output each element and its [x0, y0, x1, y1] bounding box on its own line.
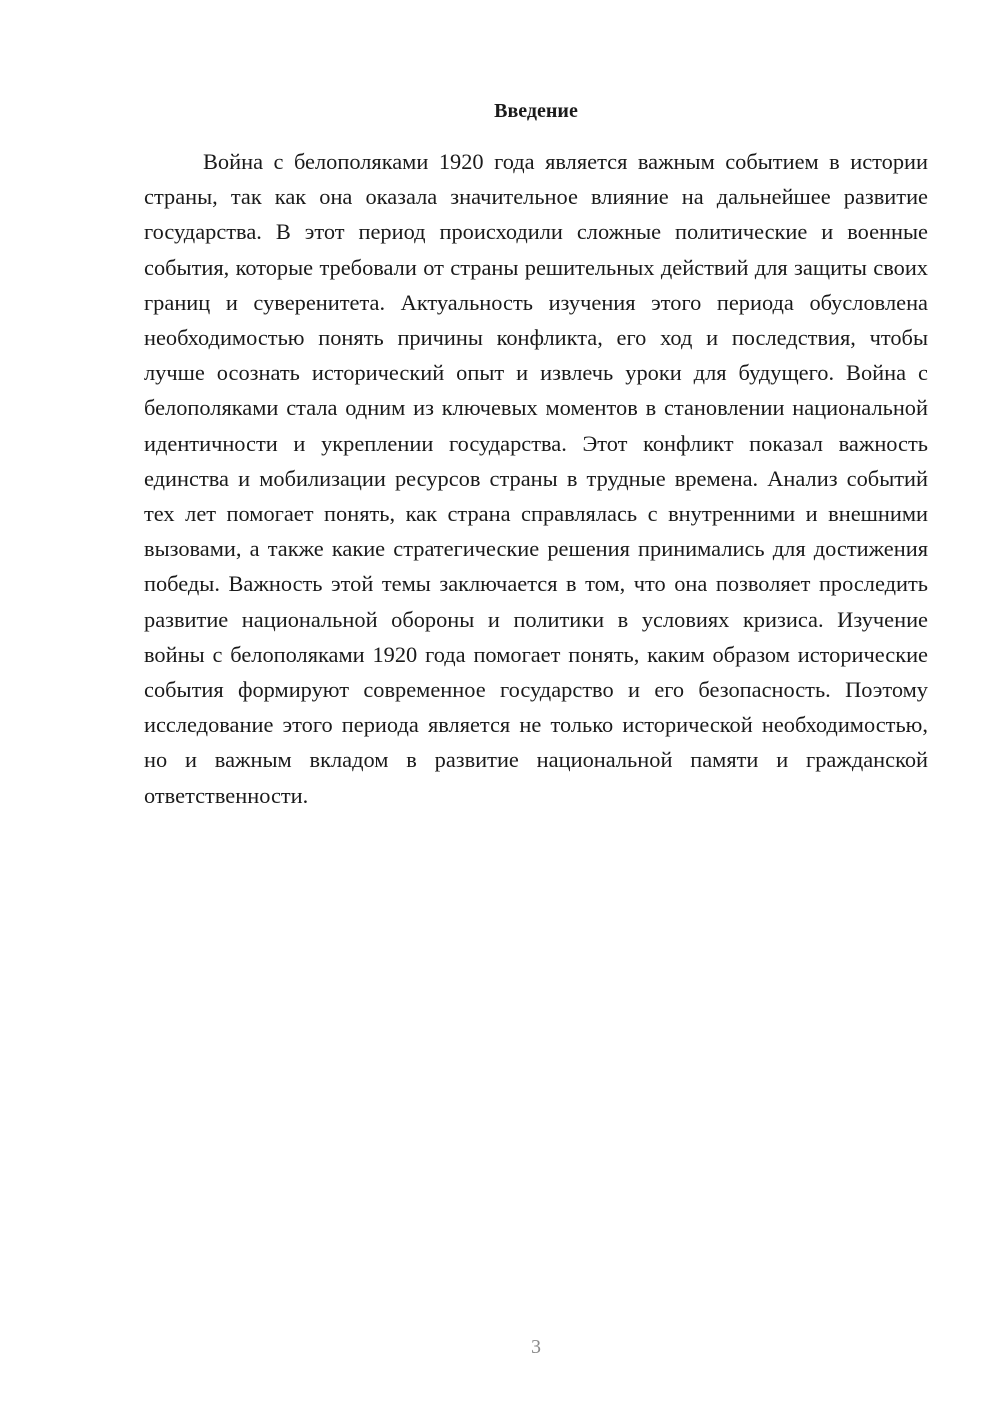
- introduction-paragraph: Война с белополяками 1920 года является важным событием в истории страны, так как она оказала значительное влияние на дальнейшее развитие государства. В этот период происходили сложные политические и военные события, которые требовали от страны решительных действий для защиты своих границ и суверенитета. Актуальность изучения этого периода обусловлена необходимостью понять причины конфликта, его ход и последствия, чтобы лучше осознать исторический опыт и извлечь уроки для будущего. Война с белополяками стала одним из ключевых моментов в становлении национальной идентичности и укреплении государства. Этот конфликт показал важность единства и мобилизации ресурсов страны в трудные времена. Анализ событий тех лет помогает понять, как страна справлялась с внутренними и внешними вызовами, а также какие стратегические решения принимались для достижения победы. Важность этой темы заключается в том, что она позволяет проследить развитие национальной обороны и политики в условиях кризиса. Изучение войны с белополяками 1920 года помогает понять, каким образом исторические события формируют современное государство и его безопасность. Поэтому исследование этого периода является не только исторической необходимостью, но и важным вкладом в развитие национальной памяти и гражданской ответственности.: [144, 149, 928, 808]
- section-heading: Введение: [494, 100, 578, 122]
- page-number: 3: [531, 1336, 541, 1358]
